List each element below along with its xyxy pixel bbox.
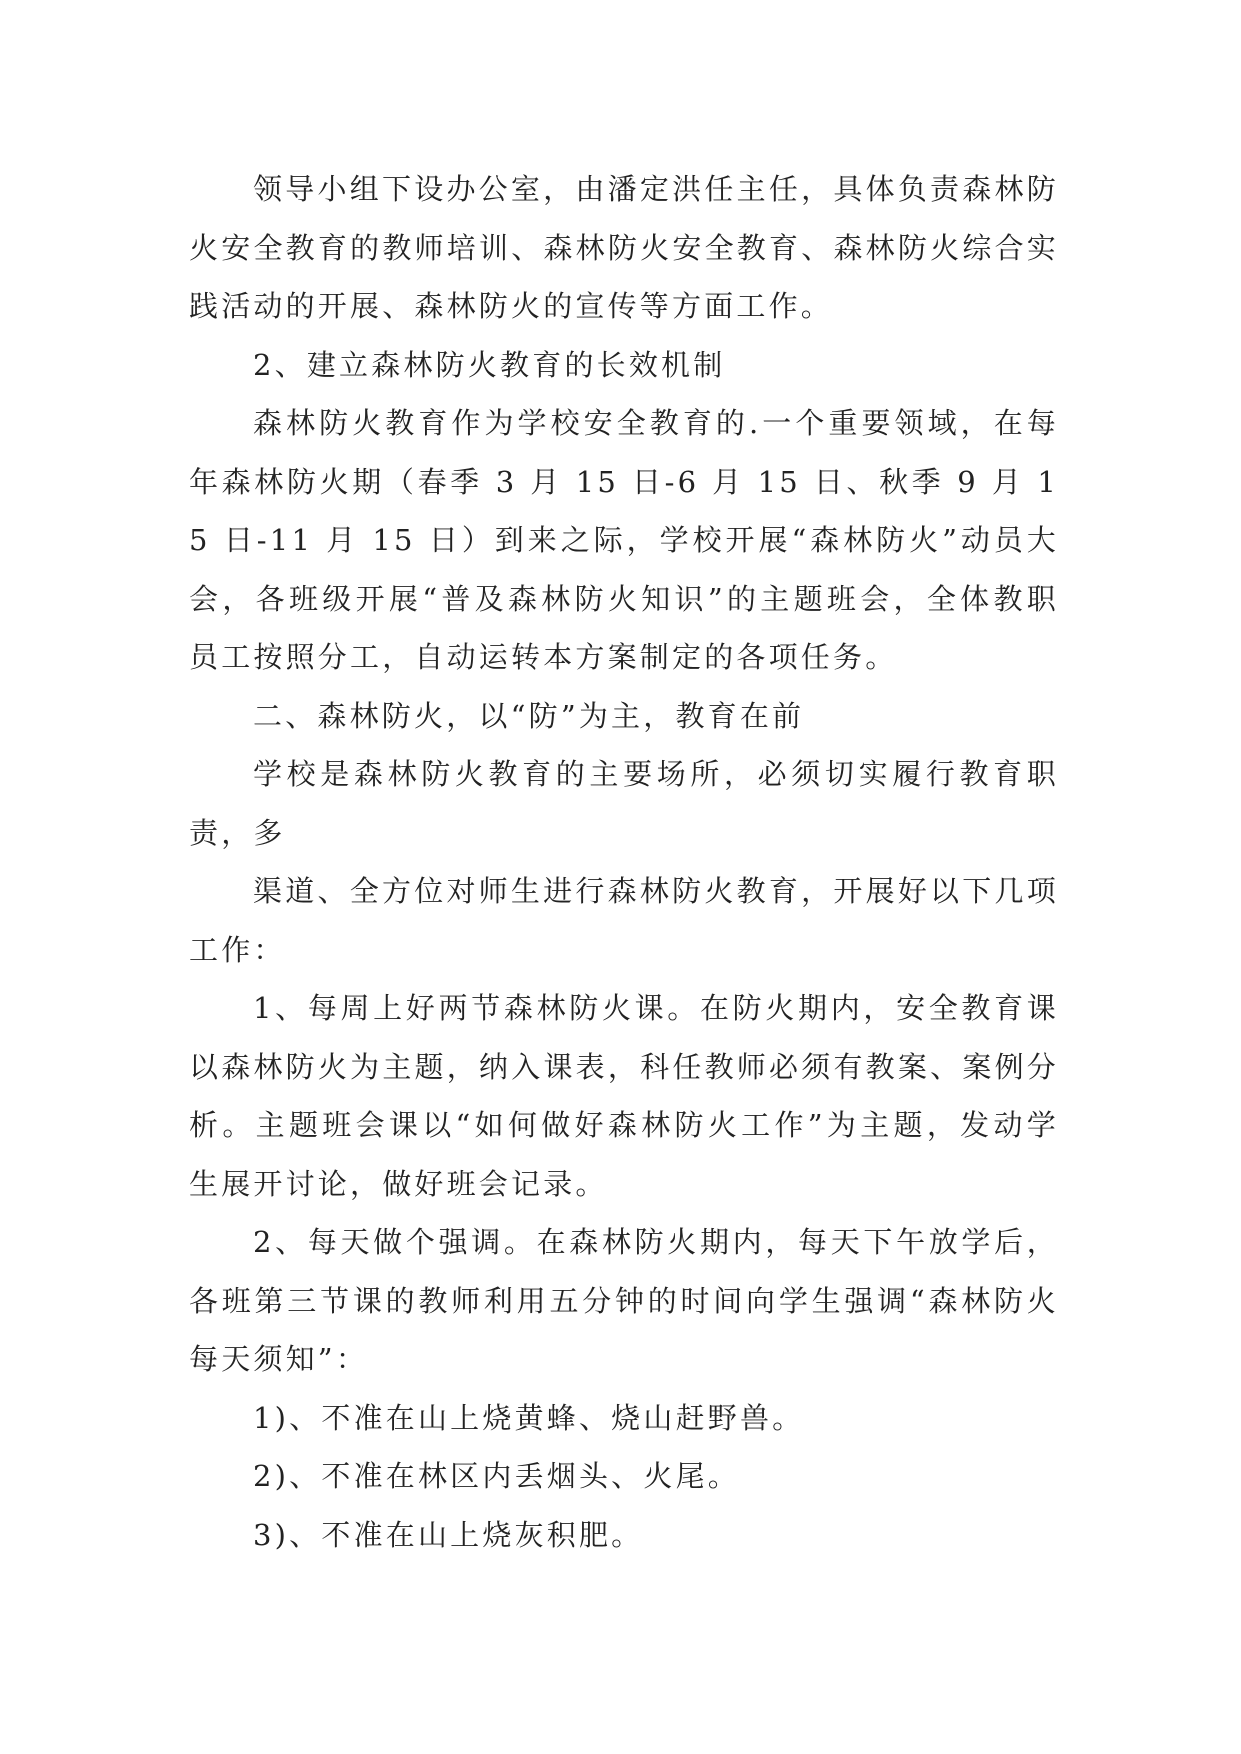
paragraph-heading-mechanism: 2、建立森林防火教育的长效机制 (253, 347, 726, 382)
list-item-rule-2: 2)、不准在林区内丢烟头、火尾。 (253, 1459, 740, 1493)
list-item-rule-1: 1)、不准在山上烧黄蜂、烧山赶野兽。 (253, 1400, 805, 1435)
paragraph-school-role: 学校是森林防火教育的主要场所，必须切实履行教育职责，多 (189, 757, 1059, 850)
list-item-rule-3: 3)、不准在山上烧灰积肥。 (253, 1517, 644, 1552)
document-body (189, 160, 1059, 1564)
paragraph-weekly-class: 1、每周上好两节森林防火课。在防火期内，安全教育课以森林防火为主题，纳入课表，科任教师必须有教案、案例分析。主题班会课以“如何做好森林防火工作”为主题，发动学生展开讨论，做好班会记录。 (189, 991, 1059, 1201)
paragraph-office: 领导小组下设办公室，由潘定洪任主任，具体负责森林防火安全教育的教师培训、森林防火安全教育、森林防火综合实践活动的开展、森林防火的宣传等方面工作。 (189, 172, 1059, 323)
paragraph-daily-reminder: 2、每天做个强调。在森林防火期内，每天下午放学后，各班第三节课的教师利用五分钟的时间向学生强调“森林防火每天须知”： (189, 1225, 1059, 1376)
paragraph-heading-prevention: 二、森林防火，以“防”为主，教育在前 (253, 698, 805, 733)
paragraph-channels: 渠道、全方位对师生进行森林防火教育，开展好以下几项工作： (189, 874, 1059, 967)
paragraph-fire-season: 森林防火教育作为学校安全教育的.一个重要领域，在每年森林防火期（春季 3 月 15 日-6 月 15 日、秋季 9 月 15 日-11 月 15 日）到来之际，学校开展“森林防火”动员大会，各班级开展“普及森林防火知识”的主题班会，全体教职员工按照分工，自动运转本方案制定的各项任务。 (189, 406, 1059, 674)
